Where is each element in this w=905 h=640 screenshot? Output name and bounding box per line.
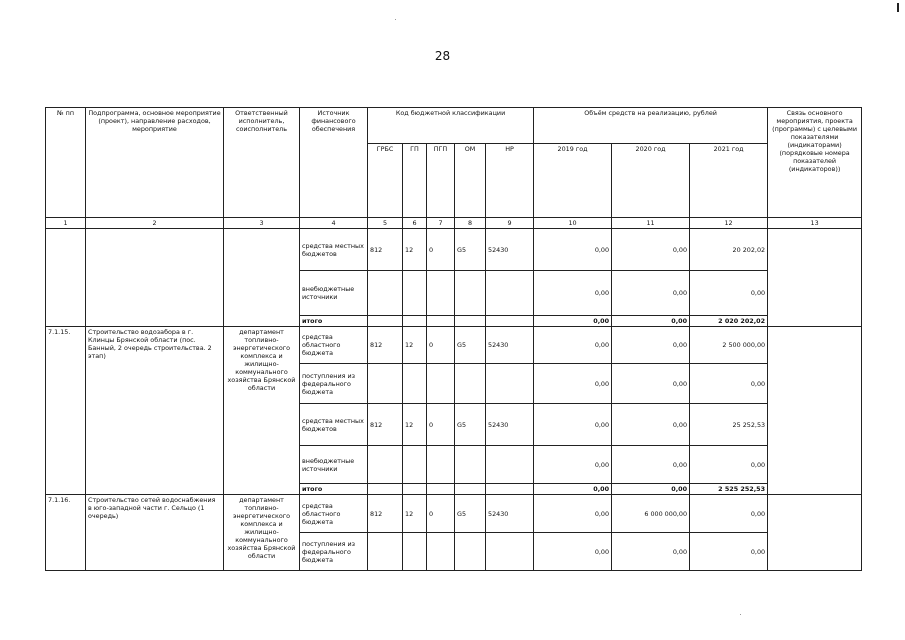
value-2021: 0,00	[690, 533, 768, 571]
code-empty	[403, 271, 427, 316]
code-empty	[368, 484, 403, 495]
header-budget-code: Код бюджетной классификации	[368, 108, 534, 144]
header-om: ОМ	[455, 144, 486, 218]
value-2020: 0,00	[612, 271, 690, 316]
source-label: поступления из федерального бюджета	[300, 364, 368, 404]
page-edge-mark	[897, 3, 899, 12]
code-om: G5	[455, 327, 486, 364]
code-empty	[403, 446, 427, 484]
value-2019: 0,00	[534, 446, 612, 484]
code-empty	[427, 533, 455, 571]
total-2021: 2 020 202,02	[690, 316, 768, 327]
header-link: Связь основного мероприятия, проекта (программы) с целевыми показателями (индикаторами) (порядковые номера показателей (индикаторов))	[768, 108, 862, 218]
col-number: 2	[86, 218, 224, 229]
code-pgp: 0	[427, 229, 455, 271]
value-2019: 0,00	[534, 495, 612, 533]
header-volume: Объём средств на реализацию, рублей	[534, 108, 768, 144]
header-num: № пп	[46, 108, 86, 218]
value-2021: 20 202,02	[690, 229, 768, 271]
total-2021: 2 525 252,53	[690, 484, 768, 495]
code-grbs: 812	[368, 495, 403, 533]
cell-executor-empty	[224, 229, 300, 327]
code-grbs: 812	[368, 229, 403, 271]
scan-speck	[395, 19, 396, 20]
code-np: 52430	[486, 229, 534, 271]
column-number-row	[46, 218, 862, 229]
header-pgp: ПГП	[427, 144, 455, 218]
code-empty	[455, 316, 486, 327]
source-label: внебюджетные источники	[300, 271, 368, 316]
total-2020: 0,00	[612, 316, 690, 327]
header-grbs: ГРБС	[368, 144, 403, 218]
col-number: 4	[300, 218, 368, 229]
header-2021: 2021 год	[690, 144, 768, 218]
code-empty	[403, 484, 427, 495]
item-number: 7.1.16.	[46, 495, 86, 571]
header-program: Подпрограмма, основное мероприятие (проект), направление расходов, мероприятие	[86, 108, 224, 218]
code-empty	[368, 533, 403, 571]
code-grbs: 812	[368, 404, 403, 446]
code-gp: 12	[403, 495, 427, 533]
code-empty	[427, 484, 455, 495]
value-2021: 0,00	[690, 495, 768, 533]
cell-num-empty	[46, 229, 86, 327]
code-empty	[455, 364, 486, 404]
cell-link-empty	[768, 327, 862, 495]
scan-speck	[740, 614, 741, 615]
code-empty	[427, 364, 455, 404]
value-2020: 0,00	[612, 364, 690, 404]
code-pgp: 0	[427, 404, 455, 446]
value-2020: 0,00	[612, 404, 690, 446]
code-np: 52430	[486, 327, 534, 364]
table-row	[46, 327, 862, 364]
code-empty	[427, 316, 455, 327]
header-2020: 2020 год	[612, 144, 690, 218]
value-2019: 0,00	[534, 364, 612, 404]
page-number: 28	[434, 49, 451, 63]
code-empty	[486, 271, 534, 316]
header-2019: 2019 год	[534, 144, 612, 218]
table-row	[46, 495, 862, 533]
code-empty	[368, 316, 403, 327]
source-label: итого	[300, 316, 368, 327]
col-number: 7	[427, 218, 455, 229]
code-gp: 12	[403, 229, 427, 271]
value-2021: 0,00	[690, 446, 768, 484]
code-empty	[427, 446, 455, 484]
code-gp: 12	[403, 404, 427, 446]
code-pgp: 0	[427, 327, 455, 364]
col-number: 1	[46, 218, 86, 229]
item-executor: департамент топливно-энергетического комплекса и жилищно-коммунального хозяйства Брянской области	[224, 327, 300, 495]
value-2019: 0,00	[534, 404, 612, 446]
value-2021: 0,00	[690, 364, 768, 404]
value-2019: 0,00	[534, 271, 612, 316]
code-empty	[455, 271, 486, 316]
value-2020: 0,00	[612, 327, 690, 364]
col-number: 11	[612, 218, 690, 229]
source-label: средства областного бюджета	[300, 327, 368, 364]
total-2019: 0,00	[534, 316, 612, 327]
code-om: G5	[455, 404, 486, 446]
code-empty	[368, 446, 403, 484]
value-2019: 0,00	[534, 229, 612, 271]
code-empty	[486, 364, 534, 404]
code-empty	[403, 316, 427, 327]
source-label: средства областного бюджета	[300, 495, 368, 533]
col-number: 8	[455, 218, 486, 229]
code-empty	[455, 484, 486, 495]
col-number: 3	[224, 218, 300, 229]
code-om: G5	[455, 229, 486, 271]
code-empty	[368, 364, 403, 404]
source-label: итого	[300, 484, 368, 495]
item-executor: департамент топливно-энергетического комплекса и жилищно-коммунального хозяйства Брянской области	[224, 495, 300, 571]
value-2019: 0,00	[534, 327, 612, 364]
code-empty	[455, 533, 486, 571]
item-title: Строительство сетей водоснабжения в юго-западной части г. Сельцо (1 очередь)	[86, 495, 224, 571]
item-title: Строительство водозабора в г. Клинцы Брянской области (пос. Банный, 2 очередь строительства. 2 этап)	[86, 327, 224, 495]
code-gp: 12	[403, 327, 427, 364]
col-number: 9	[486, 218, 534, 229]
cell-program-empty	[86, 229, 224, 327]
col-number: 5	[368, 218, 403, 229]
cell-link-empty	[768, 229, 862, 327]
value-2021: 2 500 000,00	[690, 327, 768, 364]
code-empty	[427, 271, 455, 316]
value-2020: 0,00	[612, 229, 690, 271]
code-empty	[486, 484, 534, 495]
code-np: 52430	[486, 404, 534, 446]
source-label: средства местных бюджетов	[300, 229, 368, 271]
source-label: внебюджетные источники	[300, 446, 368, 484]
total-2020: 0,00	[612, 484, 690, 495]
cell-link-empty	[768, 495, 862, 571]
source-label: средства местных бюджетов	[300, 404, 368, 446]
code-np: 52430	[486, 495, 534, 533]
header-executor: Ответственный исполнитель, соисполнитель	[224, 108, 300, 218]
code-empty	[403, 364, 427, 404]
code-empty	[486, 533, 534, 571]
header-gp: ГП	[403, 144, 427, 218]
value-2021: 0,00	[690, 271, 768, 316]
header-source: Источник финансового обеспечения	[300, 108, 368, 218]
value-2020: 6 000 000,00	[612, 495, 690, 533]
col-number: 13	[768, 218, 862, 229]
header-np: НР	[486, 144, 534, 218]
code-empty	[368, 271, 403, 316]
code-pgp: 0	[427, 495, 455, 533]
code-om: G5	[455, 495, 486, 533]
col-number: 6	[403, 218, 427, 229]
code-empty	[455, 446, 486, 484]
header-row	[46, 108, 862, 144]
value-2019: 0,00	[534, 533, 612, 571]
col-number: 12	[690, 218, 768, 229]
code-empty	[486, 446, 534, 484]
table-row	[46, 229, 862, 271]
value-2020: 0,00	[612, 533, 690, 571]
source-label: поступления из федерального бюджета	[300, 533, 368, 571]
item-number: 7.1.15.	[46, 327, 86, 495]
budget-table	[45, 107, 862, 571]
code-empty	[403, 533, 427, 571]
code-grbs: 812	[368, 327, 403, 364]
value-2021: 25 252,53	[690, 404, 768, 446]
code-empty	[486, 316, 534, 327]
total-2019: 0,00	[534, 484, 612, 495]
value-2020: 0,00	[612, 446, 690, 484]
col-number: 10	[534, 218, 612, 229]
